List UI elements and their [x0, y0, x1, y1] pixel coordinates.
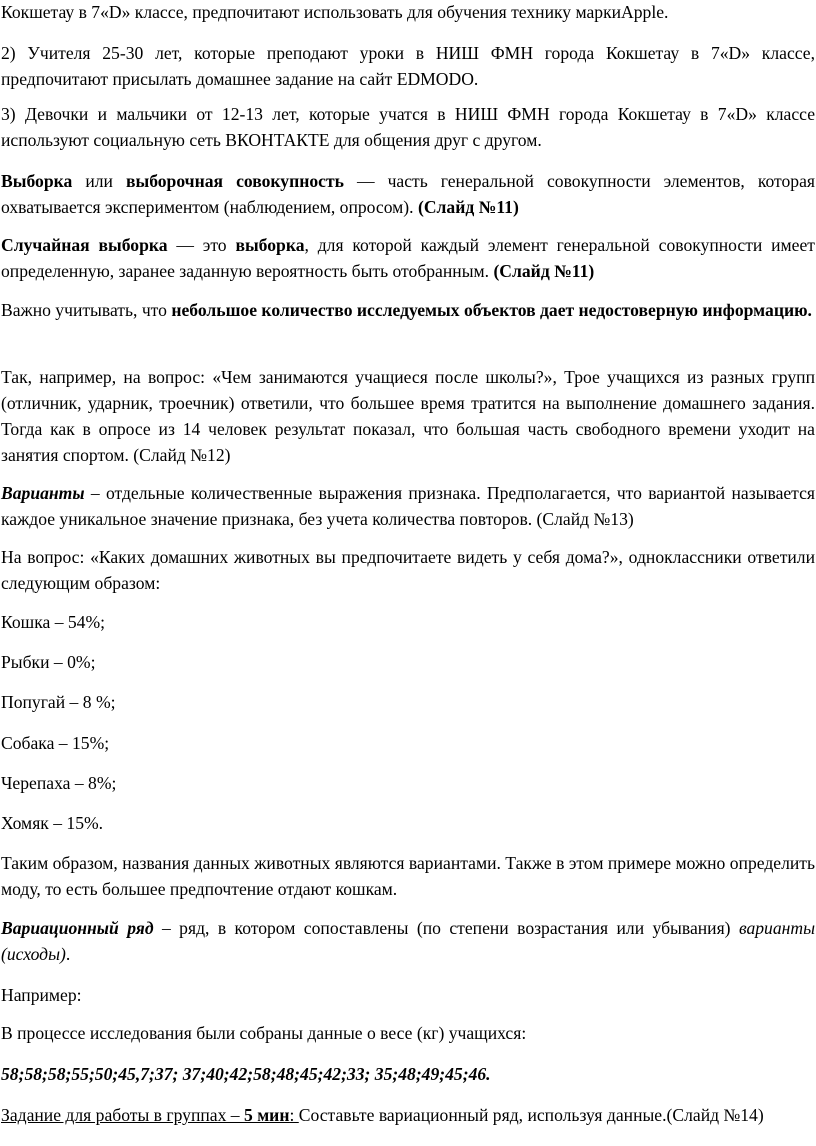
paragraph-students: 3) Девочки и мальчики от 12-13 лет, которые учатся в НИШ ФМН города Кокшетау в 7«D» классе используют социальную сеть ВКОНТАКТЕ для общения друг с другом. [1, 104, 815, 150]
paragraph-group-task: Задание для работы в группах – 5 мин: Составьте вариационный ряд, используя данные.(Слайд №14) [1, 1105, 764, 1125]
paragraph-example-survey: Так, например, на вопрос: «Чем занимаются учащиеся после школы?», Трое учащихся из разных групп (отличник, ударник, троечник) ответили, что большее время тратится на выполнение домашнего задания. Тогда как в опросе из 14 человек результат показал, что большая часть свободного времени уходит на занятия спортом. (Слайд №12) [1, 367, 815, 465]
task-description: Составьте вариационный ряд, используя данные.(Слайд №14) [298, 1105, 764, 1125]
paragraph-weight-data-intro: В процессе исследования были собраны данные о весе (кг) учащихся: [1, 1023, 527, 1043]
paragraph-important-note: Важно учитывать, что небольшое количество исследуемых объектов дает недостоверную информацию. [1, 300, 812, 320]
paragraph-random-sample-definition: Случайная выборка — это выборка, для которой каждый элемент генеральной совокупности имеет определенную, заранее заданную вероятность быть отобранным. (Слайд №11) [1, 235, 815, 281]
weight-data-values: 58;58;58;55;50;45,7;37; 37;40;42;58;48;45;42;33; 35;48;49;45;46. [1, 1064, 491, 1084]
paragraph-sample-definition: Выборка или выборочная совокупность — часть генеральной совокупности элементов, которая охватывается экспериментом (наблюдением, опросом). (Слайд №11) [1, 171, 815, 217]
term-sample: выборка [235, 235, 305, 255]
emphasis-text: небольшое количество исследуемых объектов дает недостоверную информацию. [171, 300, 812, 320]
list-item: Черепаха – 8%; [1, 773, 117, 793]
list-item: Хомяк – 15%. [1, 813, 104, 833]
slide-reference: (Слайд №11) [493, 260, 595, 281]
paragraph-teachers: 2) Учителя 25-30 лет, которые преподают уроки в НИШ ФМН города Кокшетау в 7«D» классе, предпочитают присылать домашнее задание на сайт EDMODO. [1, 43, 815, 89]
list-item: Кошка – 54%; [1, 612, 106, 632]
term-variants: Варианты [1, 483, 85, 503]
task-label: Задание для работы в группах – [1, 1105, 244, 1125]
paragraph-conclusion: Таким образом, названия данных животных являются вариантами. Также в этом примере можно определить моду, то есть большее предпочтение отдают кошкам. [1, 853, 815, 899]
paragraph-variants-definition: Варианты – отдельные количественные выражения признака. Предполагается, что вариантой называется каждое уникальное значение признака, без учета количества повторов. (Слайд №13) [1, 483, 815, 529]
term-variation-series: Вариационный ряд [1, 918, 154, 938]
list-item: Попугай – 8 %; [1, 692, 116, 712]
term-random-sample: Случайная выборка [1, 235, 168, 255]
paragraph-intro-continued: Кокшетау в 7«D» классе, предпочитают использовать для обучения технику маркиApple. [1, 2, 669, 22]
term-sample: Выборка [1, 171, 73, 191]
slide-reference: (Слайд №11) [417, 196, 519, 217]
paragraph-variation-series-definition: Вариационный ряд – ряд, в котором сопоставлены (по степени возрастания или убывания) варианты (исходы). [1, 918, 815, 964]
term-sample-set: выборочная совокупность [125, 171, 344, 191]
paragraph-for-example: Например: [1, 985, 82, 1005]
list-item: Рыбки – 0%; [1, 652, 96, 672]
list-item: Собака – 15%; [1, 733, 110, 753]
term-variants-italic: варианты (исходы) [1, 918, 815, 964]
paragraph-pets-question: На вопрос: «Каких домашних животных вы предпочитаете видеть у себя дома?», одноклассники ответили следующим образом: [1, 547, 815, 593]
task-duration: 5 мин [244, 1105, 290, 1125]
